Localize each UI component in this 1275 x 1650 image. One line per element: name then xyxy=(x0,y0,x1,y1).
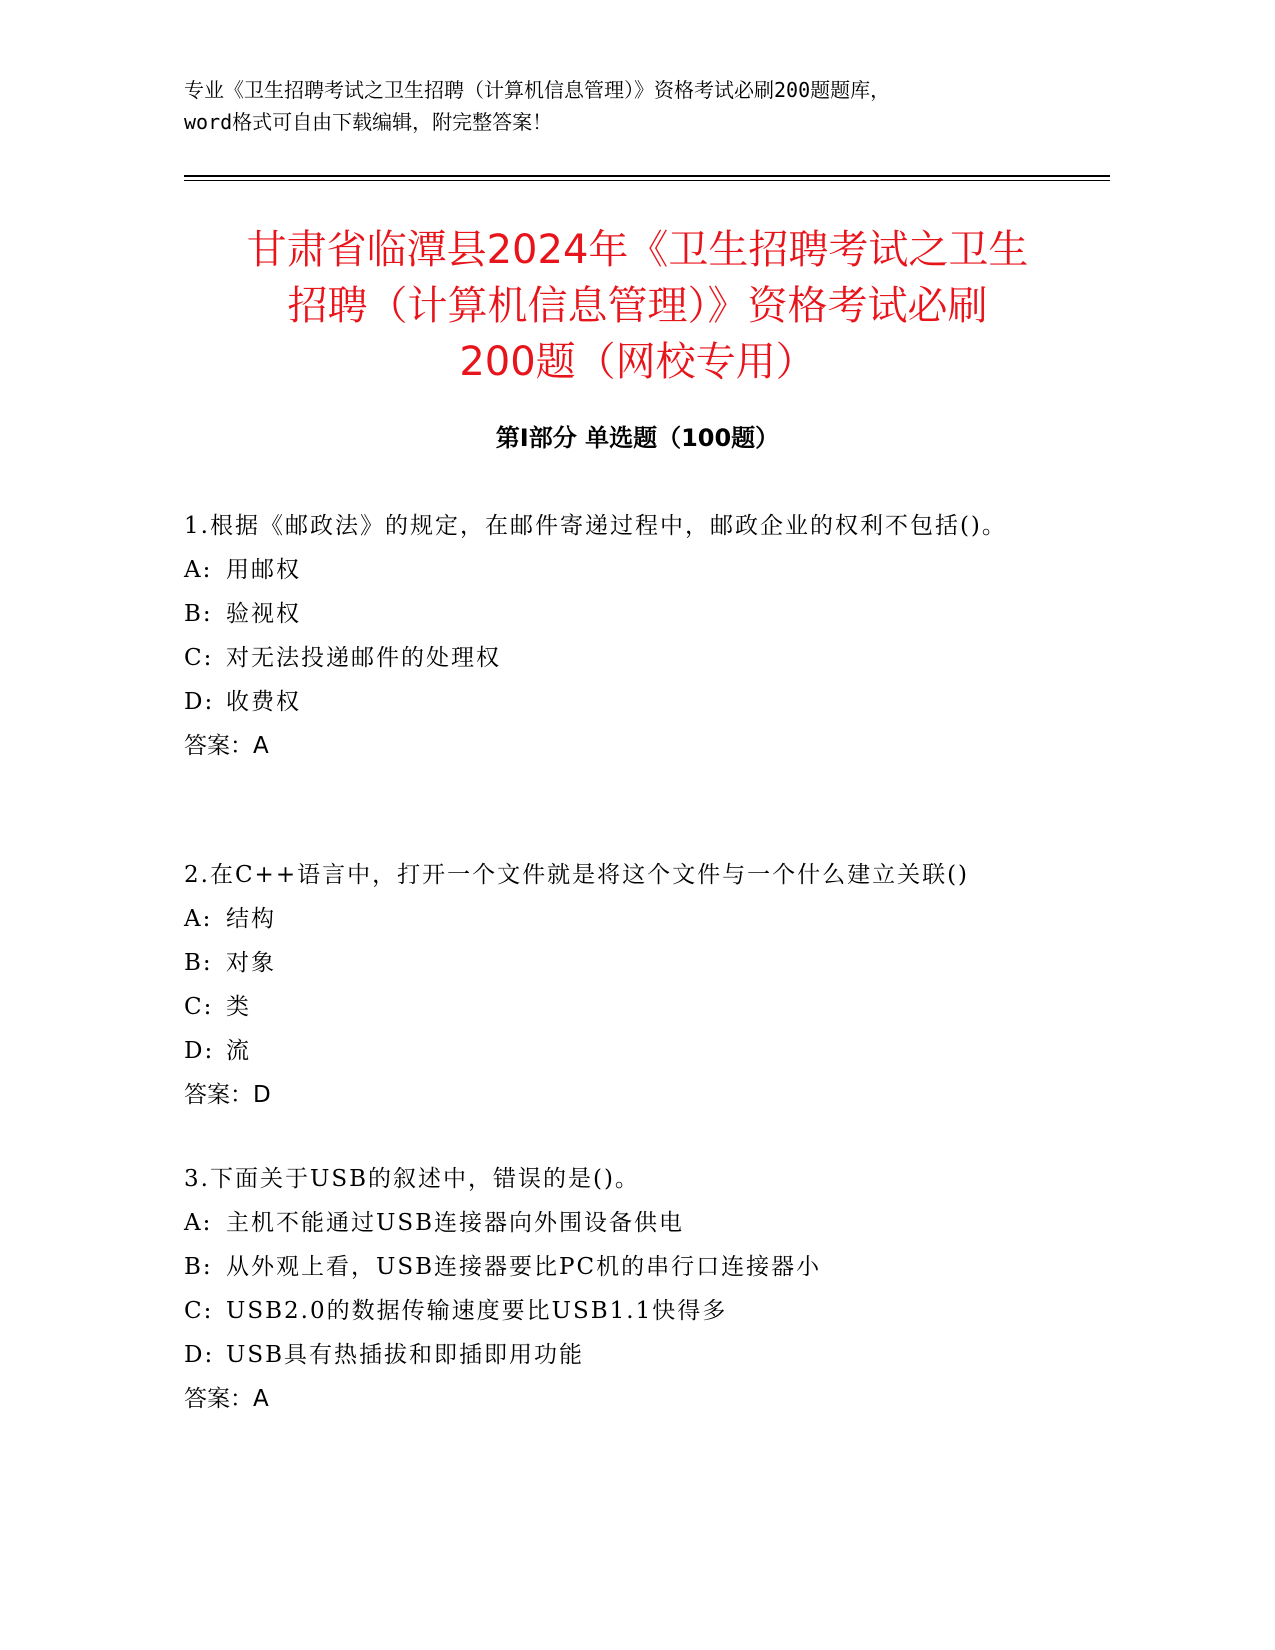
option-text: 主机不能通过USB连接器向外围设备供电 xyxy=(226,1210,685,1236)
option-d xyxy=(184,1029,1084,1073)
option-key: B: xyxy=(184,1254,213,1280)
option-text: 验视权 xyxy=(226,601,301,627)
option-c xyxy=(184,636,1084,680)
question-3 xyxy=(184,1157,1084,1421)
document-title-line-2: 招聘（计算机信息管理）》资格考试必刷 xyxy=(287,283,988,329)
option-key: D: xyxy=(184,1038,215,1064)
option-key: C: xyxy=(184,1298,214,1324)
header-note xyxy=(184,74,1094,138)
option-key: A: xyxy=(184,906,213,932)
answer-label: 答案： xyxy=(184,1386,253,1412)
option-key: B: xyxy=(184,950,213,976)
option-key: C: xyxy=(184,645,214,671)
option-c xyxy=(184,985,1084,1029)
option-text: 用邮权 xyxy=(226,557,301,583)
header-note-line-2: word格式可自由下载编辑，附完整答案！ xyxy=(184,110,553,134)
option-text: 对无法投递邮件的处理权 xyxy=(226,645,501,671)
option-key: A: xyxy=(184,1210,213,1236)
document-title xyxy=(150,222,1125,390)
option-key: C: xyxy=(184,994,214,1020)
answer-line xyxy=(184,1073,1084,1117)
header-divider-thick xyxy=(184,175,1110,177)
option-a xyxy=(184,1201,1084,1245)
answer-value: A xyxy=(253,733,269,759)
option-text: 流 xyxy=(226,1038,251,1064)
question-1 xyxy=(184,504,1084,768)
question-stem: 2.在C++语言中，打开一个文件就是将这个文件与一个什么建立关联() xyxy=(184,862,970,888)
option-text: 结构 xyxy=(226,906,276,932)
answer-label: 答案： xyxy=(184,733,253,759)
option-b xyxy=(184,592,1084,636)
option-key: D: xyxy=(184,1342,215,1368)
header-divider-thin xyxy=(184,180,1110,181)
option-text: USB具有热插拔和即插即用功能 xyxy=(226,1342,585,1368)
option-key: D: xyxy=(184,689,215,715)
option-d xyxy=(184,680,1084,724)
answer-line xyxy=(184,724,1084,768)
option-text: 从外观上看，USB连接器要比PC机的串行口连接器小 xyxy=(226,1254,822,1280)
question-stem: 1.根据《邮政法》的规定，在邮件寄递过程中，邮政企业的权利不包括()。 xyxy=(184,513,1007,539)
section-title: 第Ⅰ部分 单选题（100题） xyxy=(495,424,780,452)
option-b xyxy=(184,941,1084,985)
option-c xyxy=(184,1289,1084,1333)
question-stem: 3.下面关于USB的叙述中，错误的是()。 xyxy=(184,1166,640,1192)
answer-value: D xyxy=(253,1082,271,1108)
answer-line xyxy=(184,1377,1084,1421)
option-b xyxy=(184,1245,1084,1289)
header-note-line-1: 专业《卫生招聘考试之卫生招聘（计算机信息管理）》资格考试必刷200题题库， xyxy=(184,78,891,102)
option-key: A: xyxy=(184,557,213,583)
option-key: B: xyxy=(184,601,213,627)
option-d xyxy=(184,1333,1084,1377)
document-title-line-1: 甘肃省临潭县2024年《卫生招聘考试之卫生 xyxy=(246,227,1029,273)
option-text: 对象 xyxy=(226,950,276,976)
option-a xyxy=(184,897,1084,941)
option-text: USB2.0的数据传输速度要比USB1.1快得多 xyxy=(226,1298,728,1324)
option-text: 类 xyxy=(226,994,251,1020)
option-a xyxy=(184,548,1084,592)
answer-value: A xyxy=(253,1386,269,1412)
answer-label: 答案： xyxy=(184,1082,253,1108)
option-text: 收费权 xyxy=(226,689,301,715)
document-title-line-3: 200题（网校专用） xyxy=(459,339,816,385)
question-2 xyxy=(184,853,1084,1117)
